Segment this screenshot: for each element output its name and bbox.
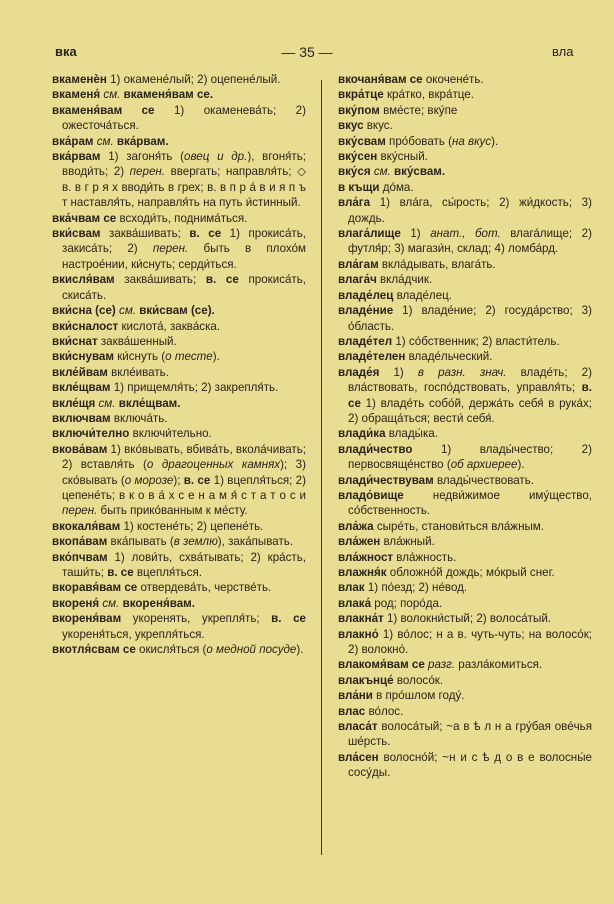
entry-headword: влага́ч [338, 273, 377, 287]
entry-definition: ). [212, 350, 220, 364]
dictionary-entry [52, 303, 306, 318]
entry-definition: отвердева́ть, черстве́ть. [137, 581, 272, 595]
entry-definition: разла́комиться. [455, 658, 543, 672]
entry-definition: 1) вла́га, сы́рость; 2) жи́дкость; 3) дождь. [348, 196, 592, 225]
entry-label: в землю [173, 535, 218, 549]
dictionary-entry [338, 272, 592, 287]
entry-definition: кислота́, заква́ска. [118, 319, 221, 333]
entry-label: см. [100, 88, 124, 102]
dictionary-entry [52, 272, 306, 303]
entry-headword: вко́пчвам [52, 550, 108, 564]
dictionary-entry [338, 488, 592, 519]
dictionary-entry [52, 149, 306, 211]
entry-headword: влади́ка [338, 427, 386, 441]
entry-label: о морозе [124, 473, 174, 487]
entry-definition: 1) со́бственник; 2) власти́тель. [392, 334, 560, 348]
dictionary-entry [338, 288, 592, 303]
dictionary-entry [338, 442, 592, 473]
entry-label: см. [99, 596, 123, 610]
entry-headword: вкореня́вам. [122, 596, 195, 610]
entry-headword: вкаменя́ [52, 88, 101, 102]
entry-headword: вкле́щя [52, 396, 96, 410]
entry-headword: влас [338, 704, 366, 718]
entry-headword: влакънце́ [338, 673, 394, 687]
entry-headword: вка́чвам се [52, 211, 117, 225]
entry-headword: в. се [189, 227, 222, 241]
dictionary-entry [52, 611, 306, 642]
dictionary-entry [52, 334, 306, 349]
entry-label: см. [95, 396, 119, 410]
entry-headword: вка́рам [52, 134, 94, 148]
entry-headword: вла́га [338, 196, 371, 210]
dictionary-entry [338, 596, 592, 611]
dictionary-entry [338, 87, 592, 102]
entry-definition: 1) окамене́лый; 2) оцепене́лый. [106, 73, 281, 86]
entry-definition: вла́жный. [380, 535, 435, 549]
entry-headword: вла́жен [338, 535, 381, 549]
entry-headword: вки́снувам [52, 350, 114, 364]
dictionary-entry [52, 380, 306, 395]
entry-headword: вкисля́вам [52, 273, 115, 287]
dictionary-entry [338, 673, 592, 688]
entry-headword: влажня́к [338, 566, 387, 579]
entry-definition: 1) вцепля́ться; 2) цепене́ть; в к о в а́ х с е н а м я́ с т а т о с и [62, 473, 306, 502]
entry-definition: ); 3) ско́вывать ( [62, 458, 306, 487]
entry-headword: в. се [271, 612, 307, 626]
entry-definition: укореня́ться, укрепля́ться. [62, 627, 205, 641]
entry-definition: ). [296, 643, 304, 657]
entry-headword: вки́свам (се). [139, 304, 215, 318]
entry-definition: включи́тельно. [129, 427, 212, 441]
dictionary-entry [52, 426, 306, 441]
dictionary-entry [52, 442, 306, 519]
entry-headword: владо́вище [338, 488, 404, 502]
entry-headword: влади́чество [338, 442, 413, 456]
entry-label: перен. [129, 165, 165, 179]
dictionary-entry [338, 164, 592, 179]
entry-definition: заква́шенный. [97, 334, 177, 348]
dictionary-entry [338, 657, 592, 672]
dictionary-entry [338, 534, 592, 549]
entry-headword: вла́ни [338, 689, 373, 703]
entry-headword: вкореня́вам [52, 612, 122, 626]
entry-definition: недви́жимое иму́щество, со́бственность. [348, 488, 592, 518]
entry-headword: вки́сналост [52, 319, 119, 333]
entry-definition: 1) прищемля́ть; 2) закрепля́ть. [110, 381, 279, 395]
entry-definition: вку́сный. [377, 150, 428, 164]
entry-definition: владе́льческий. [405, 350, 493, 364]
entry-headword: влакомя́вам се [338, 658, 425, 672]
entry-definition: прокиса́ть, скиса́ть. [62, 273, 307, 302]
entry-definition: до́ма. [379, 180, 414, 194]
entry-definition: кра́тко, вкра́тце. [383, 88, 474, 102]
dictionary-entry [338, 627, 592, 658]
entry-label: см. [93, 134, 117, 148]
entry-definition: заква́шивать; [100, 227, 190, 241]
dictionary-entry [52, 642, 306, 657]
entry-headword: вки́сна (се) [52, 304, 116, 318]
entry-definition: 1) волокни́стый; 2) волоса́тый. [383, 612, 552, 626]
entry-headword: вку́пом [338, 103, 380, 117]
page-number: — 35 — [281, 44, 333, 60]
entry-definition: вкла́дчик. [376, 273, 433, 287]
dictionary-entry [338, 426, 592, 441]
dictionary-entry [52, 211, 306, 226]
entry-label: в разн. знач. [417, 365, 507, 379]
entry-label: перен. [152, 242, 189, 256]
entry-definition: всходи́ть, поднима́ться. [116, 211, 248, 225]
entry-definition: ввергать; направля́ть; ◇ в. в г р я х вводи́ть в грех; в. в п р а́ в и я п ъ т наставля́ть, направля́ть на путь и́стинный. [62, 165, 307, 210]
dictionary-entry [52, 580, 306, 595]
entry-headword: в. се [205, 273, 239, 287]
dictionary-entry [52, 72, 306, 87]
entry-headword: вкочаня́вам се [338, 73, 423, 86]
dictionary-entry [338, 72, 592, 87]
dictionary-entry [338, 565, 592, 580]
dictionary-entry [338, 473, 592, 488]
entry-definition: окисля́ться ( [135, 643, 207, 657]
dictionary-entry [338, 519, 592, 534]
entry-headword: владе́лец [338, 288, 394, 302]
entry-definition: волоса́тый; ~а в ѣ л н а гру́бая ове́чья ше́рсть. [348, 720, 592, 749]
entry-definition: род; поро́да. [371, 596, 443, 610]
entry-headword: вку́свам. [394, 165, 446, 179]
entry-label: о драгоценных камнях [146, 458, 281, 472]
entry-headword: вкаменѐн [52, 73, 107, 86]
entry-headword: вки́свам [52, 227, 101, 241]
dictionary-entry [338, 349, 592, 364]
dictionary-entry [52, 349, 306, 364]
entry-definition: влады́чествовать. [433, 473, 535, 487]
dictionary-entry [52, 87, 306, 102]
dictionary-entry [338, 180, 592, 195]
entry-definition: 1) окаменева́ть; 2) ожесточа́ться. [62, 103, 306, 133]
entry-headword: вкова́вам [52, 442, 108, 456]
entry-definition: заква́шивать; [114, 273, 206, 287]
entry-headword: влакна́т [338, 612, 384, 626]
entry-headword: вкра́тце [338, 88, 384, 102]
entry-headword: вла́жа [338, 519, 374, 533]
entry-definition: ); [173, 473, 184, 487]
entry-headword: влакно́ [338, 627, 379, 641]
entry-label: см. [115, 304, 140, 318]
entry-definition: включа́ть. [110, 411, 168, 425]
entry-definition: вла́жность. [393, 550, 457, 564]
dictionary-entry [338, 118, 592, 133]
entry-headword: вкле́йвам [52, 365, 108, 379]
dictionary-entry [338, 103, 592, 118]
entry-definition: волосо́к. [393, 673, 444, 687]
dictionary-entry [338, 334, 592, 349]
entry-headword: в къщи [338, 180, 380, 194]
entry-headword: в. се [183, 473, 211, 487]
entry-definition: про́бовать ( [385, 134, 452, 148]
entry-definition: владе́ть; 2) вла́ствовать, госпо́дствовать, управля́ть; [348, 365, 592, 395]
right-column [338, 72, 592, 781]
entry-headword: вкле́щвам. [118, 396, 181, 410]
entry-definition: во́лос. [365, 704, 404, 718]
entry-headword: вкокаля́вам [52, 519, 121, 533]
entry-definition: вкле́ивать. [107, 365, 169, 379]
dictionary-entry [52, 365, 306, 380]
dictionary-entry [52, 550, 306, 581]
dictionary-entry [52, 226, 306, 272]
column-divider [321, 80, 322, 855]
entry-definition: вме́сте; вку́пе [379, 103, 458, 117]
entry-definition: вка́пывать ( [107, 535, 174, 549]
entry-label: об архиерее [450, 458, 518, 472]
entry-definition: влады́ка. [385, 427, 438, 441]
entry-definition: укоренять, укрепля́ть; [121, 612, 272, 626]
entry-label: анат., бот. [430, 227, 501, 241]
dictionary-entry [52, 103, 306, 134]
entry-definition: в про́шлом году́. [372, 689, 465, 703]
entry-definition: 1) во́лос; н а в. чуть-чуть; на волосо́к; 2) волокно́. [348, 627, 592, 657]
entry-headword: вку́ся [338, 165, 371, 179]
entry-headword: вкаменя́вам се. [123, 88, 214, 102]
entry-headword: вла́сен [338, 750, 379, 764]
dictionary-entry [52, 134, 306, 149]
entry-definition: ). [517, 458, 525, 472]
entry-headword: владе́тел [338, 334, 393, 348]
entry-definition: ), зака́пывать. [217, 535, 294, 549]
entry-headword: вкотля́свам се [52, 643, 136, 657]
entry-definition: 1) владе́ние; 2) госуда́рство; 3) о́бласть. [348, 304, 592, 333]
entry-headword: вла́гам [338, 257, 379, 271]
entry-headword: вка́рвам. [116, 134, 169, 148]
dictionary-entry [338, 303, 592, 334]
entry-definition: ). [491, 134, 499, 148]
dictionary-entry [338, 704, 592, 719]
left-column [52, 72, 306, 657]
entry-headword: в. се [107, 566, 134, 579]
entry-headword: включи́телно [52, 427, 130, 441]
dictionary-entry [338, 750, 592, 781]
dictionary-entry [338, 134, 592, 149]
entry-label: перен. [62, 504, 98, 518]
entry-headword: вкореня́ [52, 596, 100, 610]
entry-label: о медной посуде [206, 643, 297, 657]
entry-label: разг. [424, 658, 456, 672]
entry-definition: 1) [379, 365, 418, 379]
dictionary-entry [338, 719, 592, 750]
entry-headword: вкле́щвам [52, 381, 111, 395]
entry-headword: владе́телен [338, 350, 406, 364]
entry-definition: быть в плохо́м настрое́нии, ки́снуть; серди́ться. [62, 242, 306, 271]
dictionary-entry [52, 534, 306, 549]
entry-label: о тесте [165, 350, 213, 364]
entry-headword: вкус [338, 119, 364, 133]
entry-headword: вкопа́вам [52, 535, 108, 549]
entry-headword: вки́снат [52, 334, 98, 348]
entry-definition: ), вгоня́ть; вводи́ть; 2) [62, 150, 307, 179]
entry-label: на вкус [451, 134, 492, 148]
dictionary-entry [338, 611, 592, 626]
header-left-guideword: вка [55, 44, 77, 59]
entry-definition: окочене́ть. [422, 73, 484, 86]
entry-definition: вцепля́ться. [133, 566, 202, 579]
entry-headword: влага́лище [338, 227, 401, 241]
entry-headword: вку́свам [338, 134, 386, 148]
entry-label: см. [370, 165, 395, 179]
dictionary-entry [338, 550, 592, 565]
dictionary-entry [338, 195, 592, 226]
entry-definition: влага́лище; 2) футля́р; 3) магази́н, склад; 4) ломба́рд. [348, 227, 592, 256]
entry-headword: владе́я [338, 365, 380, 379]
entry-headword: влака́ [338, 596, 372, 610]
dictionary-entry [52, 411, 306, 426]
entry-definition: 1) загоня́ть ( [100, 150, 185, 164]
entry-definition: 1) костене́ть; 2) цепене́ть. [120, 519, 264, 533]
entry-headword: вкаменя́вам се [52, 103, 155, 117]
entry-definition: вкус. [363, 119, 393, 133]
entry-definition: 1) [400, 227, 431, 241]
dictionary-entry [338, 149, 592, 164]
entry-headword: владе́ние [338, 304, 394, 318]
entry-headword: вла́жност [338, 550, 394, 564]
header-right-guideword: вла [552, 44, 574, 59]
entry-definition: 1) прокиса́ть, закиса́ть; 2) [62, 227, 307, 256]
dictionary-entry [52, 319, 306, 334]
dictionary-entry [52, 596, 306, 611]
entry-definition: обложно́й дождь; мо́крый снег. [386, 566, 555, 579]
entry-definition: 1) влады́чество; 2) первосвяще́нство ( [348, 442, 592, 472]
entry-definition: сыре́ть, станови́ться вла́жным. [373, 519, 544, 533]
entry-definition: волосно́й; ~н и с ѣ д о в е волосны́е сосу́ды. [348, 750, 592, 780]
entry-definition: 1) владе́ть собо́й, держа́ть себя́ в рука́х; 2) обраща́ться; вести́ себя́. [348, 396, 592, 425]
dictionary-entry [52, 396, 306, 411]
dictionary-entry [52, 519, 306, 534]
entry-definition: ки́снуть ( [113, 350, 166, 364]
entry-headword: в. се [348, 381, 592, 410]
entry-headword: вкоравя́вам се [52, 581, 138, 595]
entry-definition: 1) по́езд; 2) не́вод. [364, 581, 468, 595]
entry-headword: влак [338, 581, 365, 595]
entry-headword: влади́чествувам [338, 473, 434, 487]
entry-headword: вка́рвам [52, 150, 101, 164]
entry-definition: владе́лец. [393, 288, 453, 302]
dictionary-entry [338, 580, 592, 595]
entry-headword: вку́сен [338, 150, 378, 164]
entry-label: овец и др. [184, 150, 248, 164]
dictionary-entry [338, 365, 592, 427]
entry-definition: вкла́дывать, влага́ть. [378, 257, 496, 271]
dictionary-entry [338, 226, 592, 257]
dictionary-entry [338, 257, 592, 272]
dictionary-entry [338, 688, 592, 703]
entry-headword: включвам [52, 411, 111, 425]
entry-definition: 1) вко́вывать, вбива́ть, вкола́чивать; 2) вставля́ть ( [62, 442, 306, 472]
entry-definition: 1) лови́ть, схва́тывать; 2) кра́сть, таши́ть; [62, 550, 306, 579]
entry-definition: быть прико́ванным к ме́сту. [97, 504, 248, 518]
entry-headword: власа́т [338, 720, 378, 734]
